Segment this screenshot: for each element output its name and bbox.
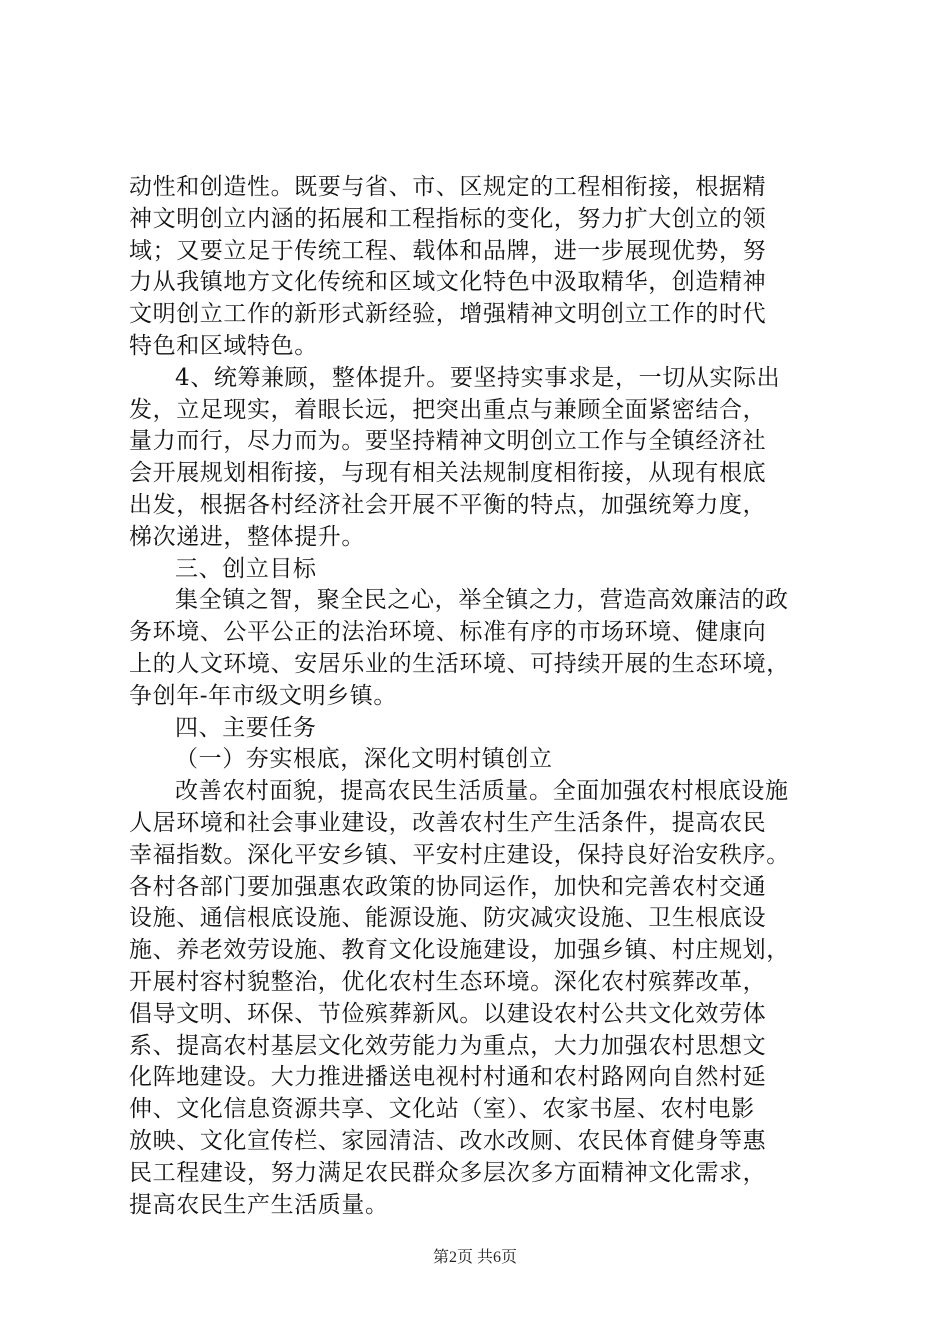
page-footer: 第2页 共6页 [432,1249,517,1266]
text-line: 放映、文化宣传栏、家园清洁、改水改厕、农民体育健身等惠 [129,1127,767,1154]
text-line: 设施、通信根底设施、能源设施、防灾减灾设施、卫生根底设 [129,905,767,932]
text-line: 各村各部门要加强惠农政策的协同运作，加快和完善农村交通 [129,873,767,900]
text-line: 化阵地建设。大力推进播送电视村村通和农村路网向自然村延 [129,1064,767,1091]
text-line: 域；又要立足于传统工程、载体和品牌，进一步展现优势，努 [129,237,767,264]
text-line: 提高农民生产生活质量。 [129,1191,389,1218]
text-line: 文明创立工作的新形式新经验，增强精神文明创立工作的时代 [129,301,767,328]
text-line: 伸、文化信息资源共享、文化站（室）、农家书屋、农村电影 [129,1096,755,1123]
text-line: 力从我镇地方文化传统和区域文化特色中汲取精华，创造精神 [129,269,767,296]
text-line: 倡导文明、环保、节俭殡葬新风。以建设农村公共文化效劳体 [129,1000,767,1027]
text-line: 4、统筹兼顾，整体提升。要坚持实事求是，一切从实际出 [175,364,781,391]
text-line: 幸福指数。深化平安乡镇、平安村庄建设，保持良好治安秩序。 [129,841,790,868]
document-body [129,172,831,1221]
text-line: 争创年-年市级文明乡镇。 [129,682,397,709]
text-line: 人居环境和社会事业建设，改善农村生产生活条件，提高农民 [129,809,767,836]
text-line: 发，立足现实，着眼长远，把突出重点与兼顾全面紧密结合， [129,396,767,423]
text-line: 务环境、公平公正的法治环境、标准有序的市场环境、健康向 [129,619,767,646]
text-line: 施、养老效劳设施、教育文化设施建设，加强乡镇、村庄规划， [129,937,790,964]
text-line: 改善农村面貌，提高农民生活质量。全面加强农村根底设施 [175,778,789,805]
text-line: 系、提高农村基层文化效劳能力为重点，大力加强农村思想文 [129,1032,767,1059]
text-line: 集全镇之智，聚全民之心，举全镇之力，营造高效廉洁的政 [175,587,789,614]
text-line: 上的人文环境、安居乐业的生活环境、可持续开展的生态环境， [129,650,790,677]
text-line: 会开展规划相衔接，与现有相关法规制度相衔接，从现有根底 [129,460,767,487]
text-line: 民工程建设，努力满足农民群众多层次多方面精神文化需求， [129,1159,767,1186]
text-line: 梯次递进，整体提升。 [129,523,365,550]
text-line: 量力而行，尽力而为。要坚持精神文明创立工作与全镇经济社 [129,428,767,455]
text-line: （一）夯实根底，深化文明村镇创立 [175,746,553,773]
text-line: 三、创立目标 [175,555,317,582]
text-line: 神文明创立内涵的拓展和工程指标的变化，努力扩大创立的领 [129,205,767,232]
text-line: 四、主要任务 [175,714,317,741]
text-line: 开展村容村貌整治，优化农村生态环境。深化农村殡葬改革， [129,968,767,995]
text-line: 特色和区域特色。 [129,332,318,359]
text-line: 动性和创造性。既要与省、市、区规定的工程相衔接，根据精 [129,174,767,200]
text-line: 出发，根据各村经济社会开展不平衡的特点，加强统筹力度， [129,491,767,518]
